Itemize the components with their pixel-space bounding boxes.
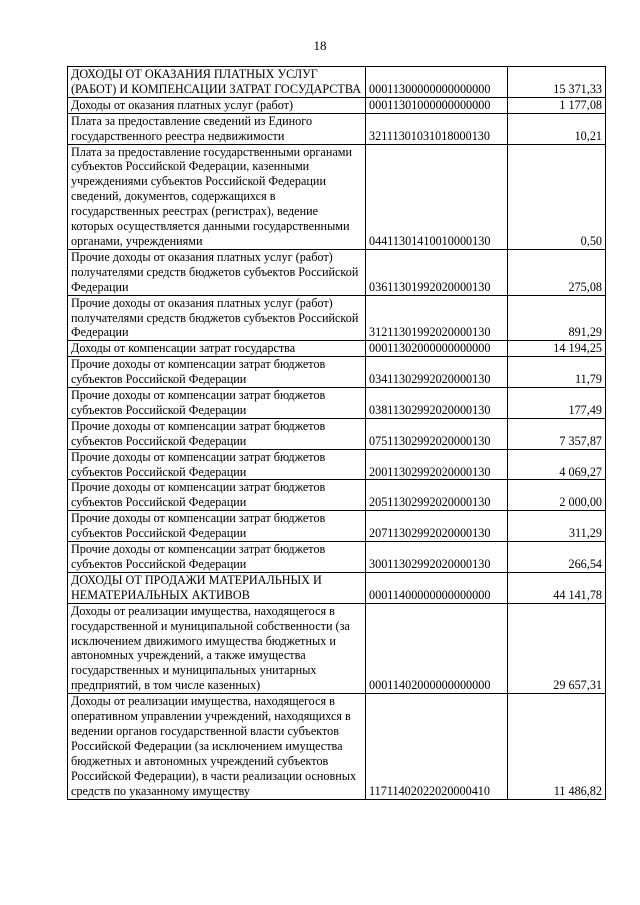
table-row <box>68 388 606 419</box>
table-row <box>68 542 606 573</box>
row-amount-cell: 7 357,87 <box>508 418 606 449</box>
row-code-cell: 11711402022020000410 <box>366 694 508 799</box>
row-name-cell: Прочие доходы от компенсации затрат бюджетов субъектов Российской Федерации <box>68 511 366 542</box>
row-name-cell: Прочие доходы от компенсации затрат бюджетов субъектов Российской Федерации <box>68 357 366 388</box>
row-amount-cell: 266,54 <box>508 542 606 573</box>
table-row <box>68 480 606 511</box>
row-code-cell: 00011402000000000000 <box>366 603 508 693</box>
table-row <box>68 694 606 799</box>
row-code-cell: 00011302000000000000 <box>366 341 508 357</box>
row-code-cell: 32111301031018000130 <box>366 113 508 144</box>
row-name-cell: ДОХОДЫ ОТ ПРОДАЖИ МАТЕРИАЛЬНЫХ И НЕМАТЕРИАЛЬНЫХ АКТИВОВ <box>68 572 366 603</box>
row-amount-cell: 44 141,78 <box>508 572 606 603</box>
row-name-cell: ДОХОДЫ ОТ ОКАЗАНИЯ ПЛАТНЫХ УСЛУГ (РАБОТ) И КОМПЕНСАЦИИ ЗАТРАТ ГОСУДАРСТВА <box>68 67 366 98</box>
row-name-cell: Доходы от реализации имущества, находящегося в государственной и муниципальной собственности (за исключением движимого имущества бюджетных и автономных учреждений, а также имущества государственных и муниципальных унитарных предприятий, в том числе казенных) <box>68 603 366 693</box>
row-code-cell: 31211301992020000130 <box>366 295 508 341</box>
row-amount-cell: 0,50 <box>508 144 606 249</box>
row-code-cell: 20011302992020000130 <box>366 449 508 480</box>
table-row <box>68 603 606 693</box>
table-row <box>68 511 606 542</box>
table-row <box>68 418 606 449</box>
row-amount-cell: 311,29 <box>508 511 606 542</box>
row-code-cell: 20511302992020000130 <box>366 480 508 511</box>
row-code-cell: 00011301000000000000 <box>366 97 508 113</box>
row-name-cell: Доходы от реализации имущества, находящегося в оперативном управлении учреждений, находящихся в ведении органов государственной власти субъектов Российской Федерации (за исключением имущества бюджетных и автономных учреждений субъектов Российской Федерации), в части реализации основных средств по указанному имуществу <box>68 694 366 799</box>
row-code-cell: 04411301410010000130 <box>366 144 508 249</box>
row-amount-cell: 11,79 <box>508 357 606 388</box>
table-row <box>68 572 606 603</box>
row-amount-cell: 29 657,31 <box>508 603 606 693</box>
row-amount-cell: 1 177,08 <box>508 97 606 113</box>
table-row <box>68 249 606 295</box>
table-row <box>68 295 606 341</box>
row-amount-cell: 14 194,25 <box>508 341 606 357</box>
row-code-cell: 00011300000000000000 <box>366 67 508 98</box>
row-name-cell: Прочие доходы от компенсации затрат бюджетов субъектов Российской Федерации <box>68 480 366 511</box>
row-amount-cell: 4 069,27 <box>508 449 606 480</box>
row-code-cell: 07511302992020000130 <box>366 418 508 449</box>
row-name-cell: Прочие доходы от компенсации затрат бюджетов субъектов Российской Федерации <box>68 418 366 449</box>
revenue-table-body <box>68 67 606 800</box>
table-row <box>68 341 606 357</box>
row-amount-cell: 275,08 <box>508 249 606 295</box>
row-amount-cell: 15 371,33 <box>508 67 606 98</box>
revenue-table <box>67 66 606 800</box>
row-code-cell: 20711302992020000130 <box>366 511 508 542</box>
page-number: 18 <box>313 38 327 53</box>
row-code-cell: 30011302992020000130 <box>366 542 508 573</box>
row-code-cell: 00011400000000000000 <box>366 572 508 603</box>
table-row <box>68 144 606 249</box>
row-name-cell: Прочие доходы от оказания платных услуг (работ) получателями средств бюджетов субъектов Российской Федерации <box>68 249 366 295</box>
row-name-cell: Доходы от оказания платных услуг (работ) <box>68 97 366 113</box>
row-name-cell: Доходы от компенсации затрат государства <box>68 341 366 357</box>
row-amount-cell: 10,21 <box>508 113 606 144</box>
table-row <box>68 449 606 480</box>
row-name-cell: Прочие доходы от оказания платных услуг (работ) получателями средств бюджетов субъектов Российской Федерации <box>68 295 366 341</box>
row-name-cell: Плата за предоставление государственными органами субъектов Российской Федерации, казенными учреждениями субъектов Российской Федерации сведений, документов, содержащихся в государственных реестрах (регистрах), ведение которых осуществляется данными государственными органами, учреждениями <box>68 144 366 249</box>
row-amount-cell: 2 000,00 <box>508 480 606 511</box>
row-name-cell: Плата за предоставление сведений из Единого государственного реестра недвижимости <box>68 113 366 144</box>
row-name-cell: Прочие доходы от компенсации затрат бюджетов субъектов Российской Федерации <box>68 449 366 480</box>
row-amount-cell: 11 486,82 <box>508 694 606 799</box>
row-amount-cell: 891,29 <box>508 295 606 341</box>
row-code-cell: 03611301992020000130 <box>366 249 508 295</box>
row-name-cell: Прочие доходы от компенсации затрат бюджетов субъектов Российской Федерации <box>68 388 366 419</box>
row-name-cell: Прочие доходы от компенсации затрат бюджетов субъектов Российской Федерации <box>68 542 366 573</box>
table-row <box>68 97 606 113</box>
row-code-cell: 03411302992020000130 <box>366 357 508 388</box>
row-code-cell: 03811302992020000130 <box>366 388 508 419</box>
table-row <box>68 113 606 144</box>
table-row <box>68 357 606 388</box>
table-row <box>68 67 606 98</box>
row-amount-cell: 177,49 <box>508 388 606 419</box>
